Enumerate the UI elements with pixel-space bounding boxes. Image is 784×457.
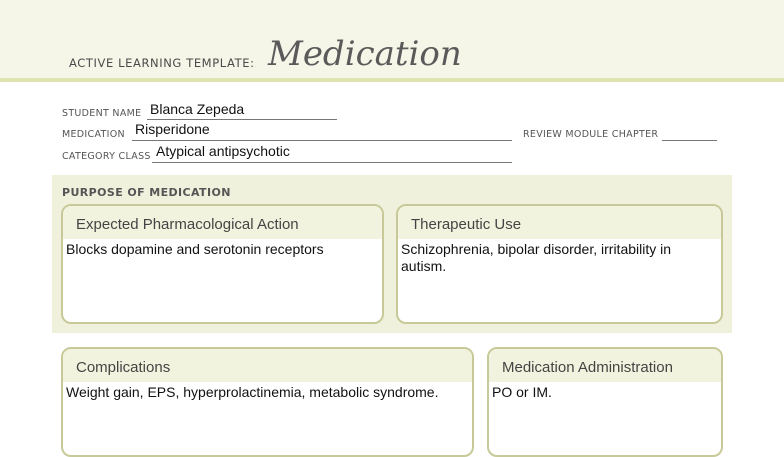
medication-field[interactable]: Risperidone (135, 121, 210, 137)
therapeutic-use-heading: Therapeutic Use (398, 206, 721, 239)
expected-action-text[interactable]: Blocks dopamine and serotonin receptors (66, 241, 324, 257)
category-class-field[interactable]: Atypical antipsychotic (156, 143, 290, 159)
complications-heading: Complications (63, 349, 472, 382)
template-label: ACTIVE LEARNING TEMPLATE: (69, 56, 255, 70)
page-title: Medication (268, 34, 462, 74)
administration-heading: Medication Administration (489, 349, 721, 382)
purpose-title: PURPOSE OF MEDICATION (62, 186, 231, 199)
student-name-field[interactable]: Blanca Zepeda (150, 101, 245, 117)
header-divider (0, 78, 784, 82)
expected-action-heading: Expected Pharmacological Action (63, 206, 382, 239)
category-class-label: CATEGORY CLASS (62, 151, 151, 162)
student-name-label: STUDENT NAME (62, 108, 142, 119)
category-class-line (152, 162, 512, 163)
review-module-line (662, 140, 717, 141)
therapeutic-use-card (396, 204, 723, 324)
therapeutic-use-text[interactable]: Schizophrenia, bipolar disorder, irritability in autism. (401, 241, 672, 274)
expected-action-card (61, 204, 384, 324)
student-name-line (147, 119, 337, 120)
complications-text[interactable]: Weight gain, EPS, hyperprolactinemia, metabolic syndrome. (66, 384, 439, 400)
medication-label: MEDICATION (62, 129, 125, 140)
medication-line (132, 140, 512, 141)
review-module-label: REVIEW MODULE CHAPTER (523, 129, 659, 140)
administration-text[interactable]: PO or IM. (492, 384, 552, 400)
